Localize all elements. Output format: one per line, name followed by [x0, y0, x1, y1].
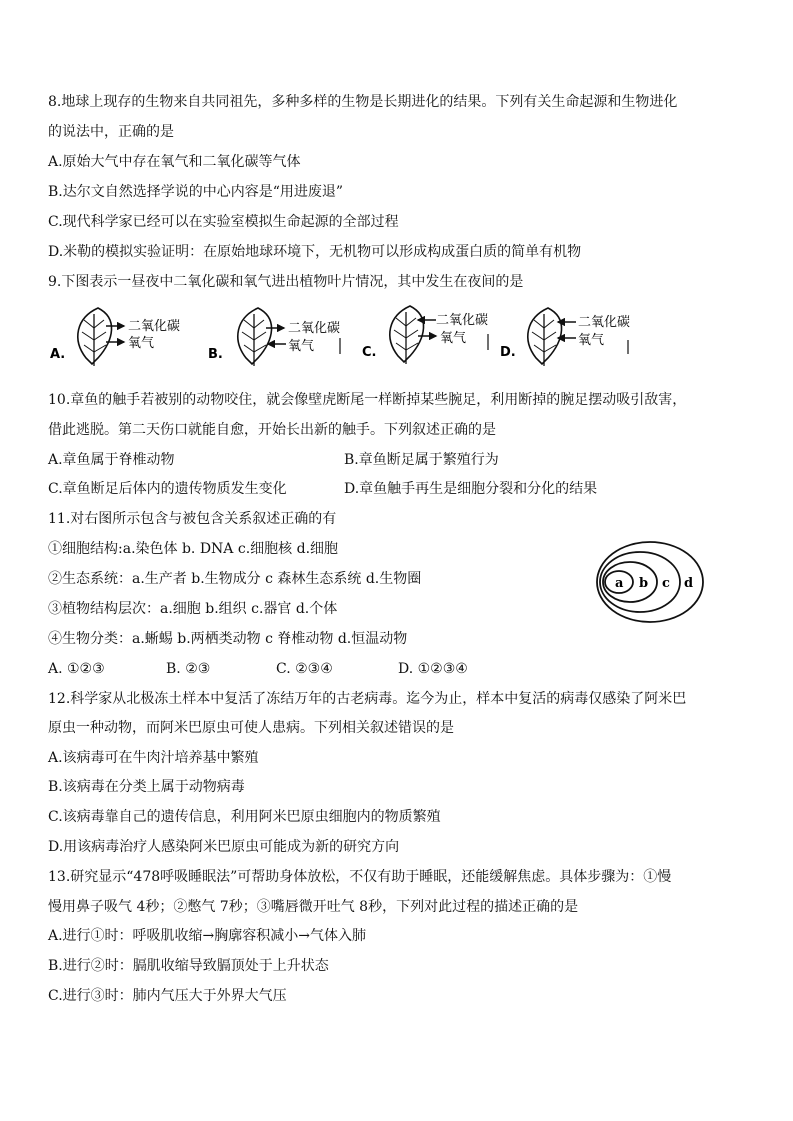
q9-option-a-o2: 氧气	[128, 336, 155, 351]
diagram-label-c: c	[662, 576, 670, 591]
q8-option-b: B.达尔文自然选择学说的中心内容是“用进废退”	[48, 184, 344, 200]
q9-option-c-letter: C.	[362, 345, 377, 360]
q11-statement-4: ④生物分类：a.蜥蜴 b.两栖类动物 c 脊椎动物 d.恒温动物	[48, 631, 408, 647]
q11-statement-2: ②生态系统：a.生产者 b.生物成分 c 森林生态系统 d.生物圈	[48, 571, 422, 587]
diagram-label-d: d	[684, 576, 694, 591]
q9-leaf-figures	[48, 300, 748, 372]
q13-stem-line2: 慢用鼻子吸气 4秒；②憋气 7秒；③嘴唇微开吐气 8秒，下列对此过程的描述正确的是	[48, 899, 579, 915]
q11-stem: 11.对右图所示包含与被包含关系叙述正确的有	[48, 511, 337, 527]
q10-option-b: B.章鱼断足属于繁殖行为	[344, 452, 499, 468]
q10-stem-line2: 借此逃脱。第二天伤口就能自愈，开始长出新的触手。下列叙述正确的是	[48, 422, 496, 438]
q9-option-d-letter: D.	[500, 345, 516, 360]
q13-option-b: B.进行②时：膈肌收缩导致膈顶处于上升状态	[48, 958, 329, 974]
q11-nested-ellipse-diagram	[594, 538, 706, 626]
q13-option-c: C.进行③时：肺内气压大于外界大气压	[48, 988, 287, 1004]
q9-option-b-o2: 氧气	[288, 339, 315, 354]
q11-statement-3: ③植物结构层次：a.细胞 b.组织 c.器官 d.个体	[48, 601, 338, 617]
q8-option-a: A.原始大气中存在氧气和二氧化碳等气体	[48, 154, 301, 170]
q11-statement-1: ①细胞结构:a.染色体 b. DNA c.细胞核 d.细胞	[48, 541, 339, 557]
diagram-label-a: a	[615, 576, 624, 591]
q10-option-c: C.章鱼断足后体内的遗传物质发生变化	[48, 481, 287, 497]
q8-stem-line2: 的说法中，正确的是	[48, 124, 174, 140]
q12-stem-line1: 12.科学家从北极冻土样本中复活了冻结万年的古老病毒。迄今为止，样本中复活的病毒仅感染了阿米巴	[48, 691, 687, 707]
q8-option-c: C.现代科学家已经可以在实验室模拟生命起源的全部过程	[48, 214, 399, 230]
q11-option-d: D. ①②③④	[398, 661, 468, 677]
q9-option-a-co2: 二氧化碳	[128, 319, 181, 334]
leaf-icon	[390, 306, 424, 362]
q12-option-c: C.该病毒靠自己的遗传信息，利用阿米巴原虫细胞内的物质繁殖	[48, 809, 441, 825]
q10-stem-line1: 10.章鱼的触手若被别的动物咬住，就会像壁虎断尾一样断掉某些腕足，利用断掉的腕足摆动吸引敌害，	[48, 392, 687, 408]
q9-option-a-figure	[50, 308, 180, 366]
q10-option-d: D.章鱼触手再生是细胞分裂和分化的结果	[344, 481, 598, 497]
q13-stem-line1: 13.研究显示“478呼吸睡眠法”可帮助身体放松，不仅有助于睡眠，还能缓解焦虑。具体步骤为：①慢	[48, 869, 672, 885]
leaf-icon	[78, 308, 112, 364]
q10-option-a: A.章鱼属于脊椎动物	[48, 452, 175, 468]
q8-option-d: D.米勒的模拟实验证明：在原始地球环境下，无机物可以形成构成蛋白质的简单有机物	[48, 244, 582, 260]
q9-option-c-o2: 氧气	[440, 331, 467, 346]
q12-option-d: D.用该病毒治疗人感染阿米巴原虫可能成为新的研究方向	[48, 839, 400, 855]
q9-option-d-co2: 二氧化碳	[578, 315, 631, 330]
q12-option-b: B.该病毒在分类上属于动物病毒	[48, 779, 245, 795]
q12-stem-line2: 原虫一种动物，而阿米巴原虫可使人患病。下列相关叙述错误的是	[48, 720, 454, 736]
diagram-label-b: b	[639, 576, 649, 591]
q12-option-a: A.该病毒可在牛肉汁培养基中繁殖	[48, 750, 259, 766]
q11-option-b: B. ②③	[166, 661, 211, 677]
q9-stem: 9.下图表示一昼夜中二氧化碳和氧气进出植物叶片情况，其中发生在夜间的是	[48, 274, 524, 290]
q8-stem-line1: 8.地球上现存的生物来自共同祖先，多种多样的生物是长期进化的结果。下列有关生命起源和生物进化	[48, 94, 678, 110]
q9-option-b-figure	[208, 308, 340, 366]
ellipse-b	[603, 562, 657, 602]
leaf-icon	[528, 308, 562, 364]
q11-option-a: A. ①②③	[48, 661, 105, 677]
q9-option-b-letter: B.	[208, 347, 223, 362]
q13-option-a: A.进行①时：呼吸肌收缩→胸廓容积减小→气体入肺	[48, 928, 367, 944]
q9-option-b-co2: 二氧化碳	[288, 321, 341, 336]
q9-option-d-o2: 氧气	[578, 333, 605, 348]
q9-option-c-co2: 二氧化碳	[436, 313, 489, 328]
q9-option-c-figure	[362, 306, 488, 364]
q9-option-d-figure	[500, 308, 630, 366]
q9-option-a-letter: A.	[50, 347, 66, 362]
q11-option-c: C. ②③④	[276, 661, 333, 677]
leaf-icon	[238, 308, 272, 364]
